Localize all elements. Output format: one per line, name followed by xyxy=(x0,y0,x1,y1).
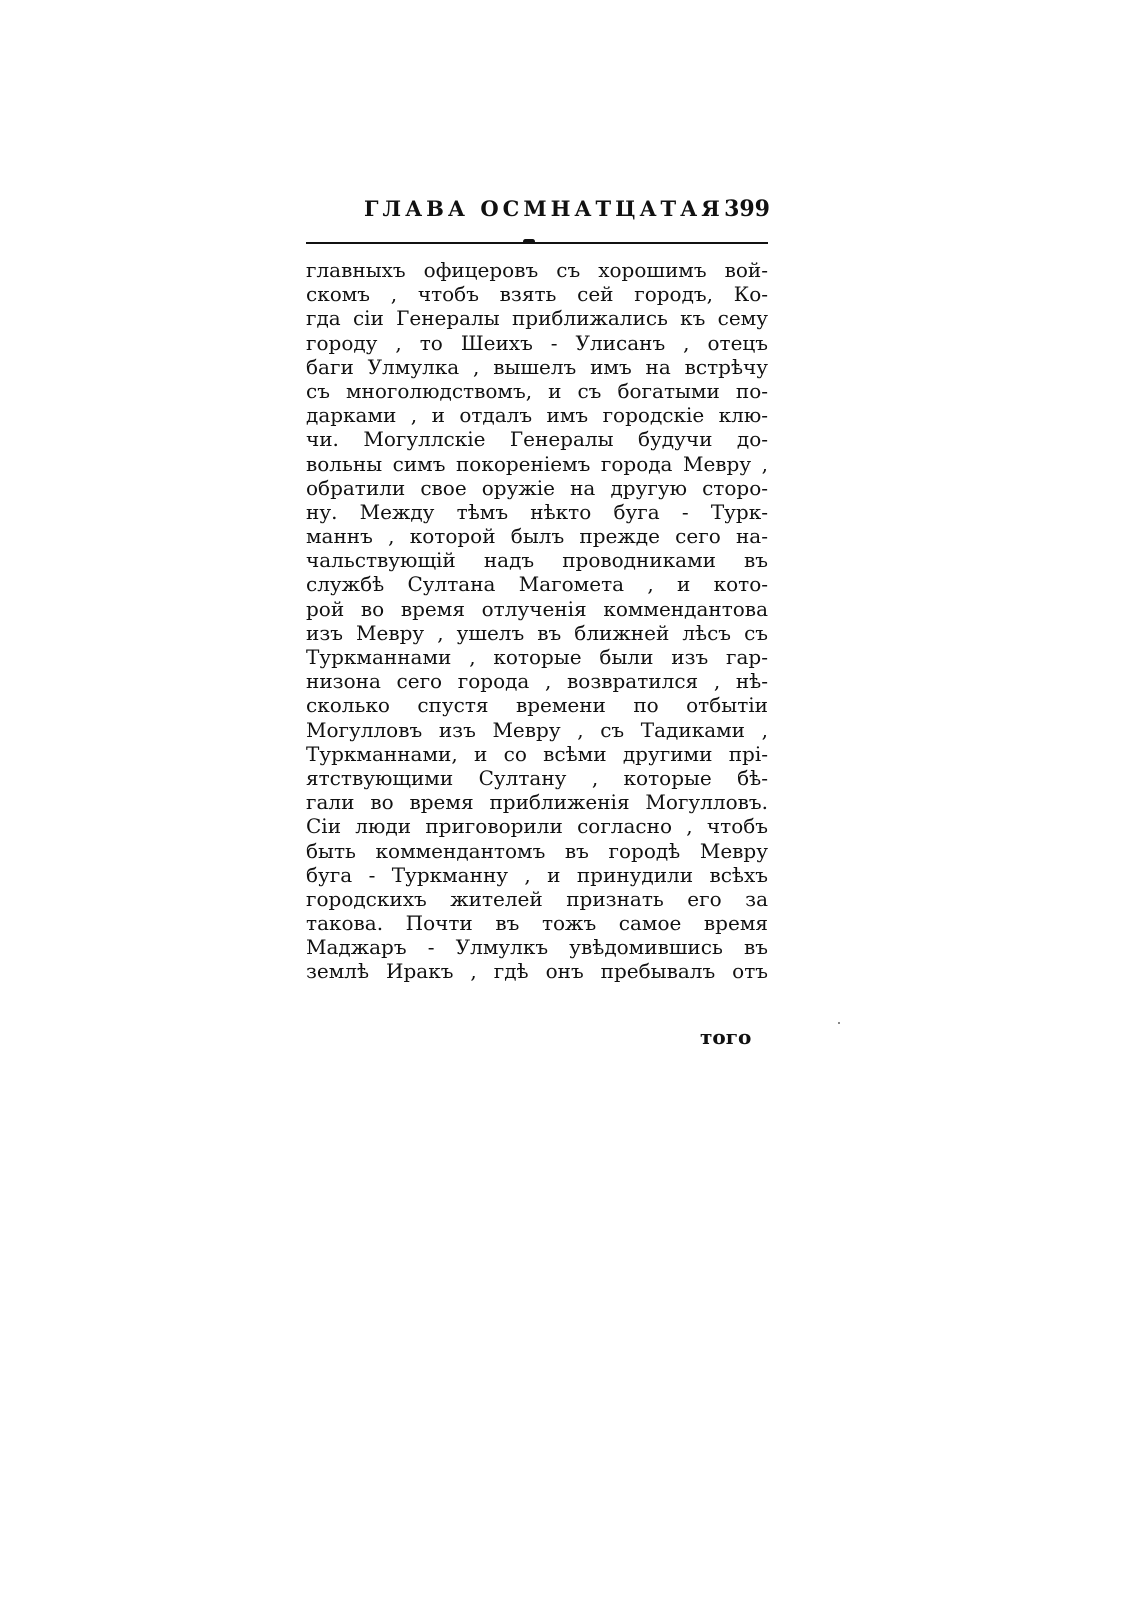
text-line: дарками , и отдалъ имъ городскіе клю- xyxy=(306,403,768,428)
rule-ornament xyxy=(523,239,535,244)
chapter-title: ГЛАВА ОСМНАТЦАТАЯ xyxy=(364,196,724,221)
text-line: гали во время приближенія Могулловъ. xyxy=(306,790,768,815)
text-line: главныхъ офицеровъ съ хорошимъ вой- xyxy=(306,258,768,282)
text-line: Сіи люди приговорили согласно , чтобъ xyxy=(306,814,768,839)
text-line: вольны симъ покореніемъ города Мевру , xyxy=(306,451,768,476)
text-line: Могулловъ изъ Мевру , съ Тадиками , xyxy=(306,717,768,742)
text-line: обратили свое оружіе на другую сторо- xyxy=(306,475,768,500)
text-line: Туркманнами , которые были изъ гар- xyxy=(306,645,768,669)
text-line: быть коммендантомъ въ городѣ Мевру xyxy=(306,838,768,863)
body-text xyxy=(306,258,768,984)
text-line: чи. Могуллскіе Генералы будучи до- xyxy=(306,427,768,452)
text-line: Туркманнами, и со всѣми другими прі- xyxy=(306,741,768,766)
text-line: маннъ , которой былъ прежде сего на- xyxy=(306,524,768,549)
text-line: чальствующій надъ проводниками въ xyxy=(306,548,768,573)
text-line: городскихъ жителей признать его за xyxy=(306,886,768,911)
text-line: службѣ Султана Магомета , и кото- xyxy=(306,572,768,597)
text-line: съ многолюдствомъ, и съ богатыми по- xyxy=(306,378,768,403)
text-line: ятствующими Султану , которые бѣ- xyxy=(306,765,768,790)
running-head xyxy=(342,196,770,232)
text-line: сколько спустя времени по отбытіи xyxy=(306,693,768,718)
text-line: такова. Почти въ тожъ самое время xyxy=(306,911,768,936)
scan-speck xyxy=(838,1022,840,1024)
text-line: землѣ Иракъ , гдѣ онъ пребывалъ отъ xyxy=(306,959,768,984)
text-line: городу , то Шеихъ - Улисанъ , отецъ xyxy=(306,330,768,355)
text-line: ну. Между тѣмъ нѣкто буга - Турк- xyxy=(306,499,768,524)
header-rule xyxy=(306,242,768,244)
text-line: Маджаръ - Улмулкъ увѣдомившись въ xyxy=(306,935,768,960)
catchword: того xyxy=(700,1025,752,1049)
text-line: баги Улмулка , вышелъ имъ на встрѣчу xyxy=(306,354,768,379)
text-line: низона сего города , возвратился , нѣ- xyxy=(306,669,768,694)
text-line: скомъ , чтобъ взять сей городъ, Ко- xyxy=(306,282,768,307)
text-line: рой во время отлученія коммендантова xyxy=(306,596,768,621)
text-line: изъ Мевру , ушелъ въ ближней лѣсъ съ xyxy=(306,620,768,645)
text-line: гда сіи Генералы приближались къ сему xyxy=(306,306,768,331)
text-line: буга - Туркманну , и принудили всѣхъ xyxy=(306,862,768,887)
page-number: 399 xyxy=(724,196,770,222)
